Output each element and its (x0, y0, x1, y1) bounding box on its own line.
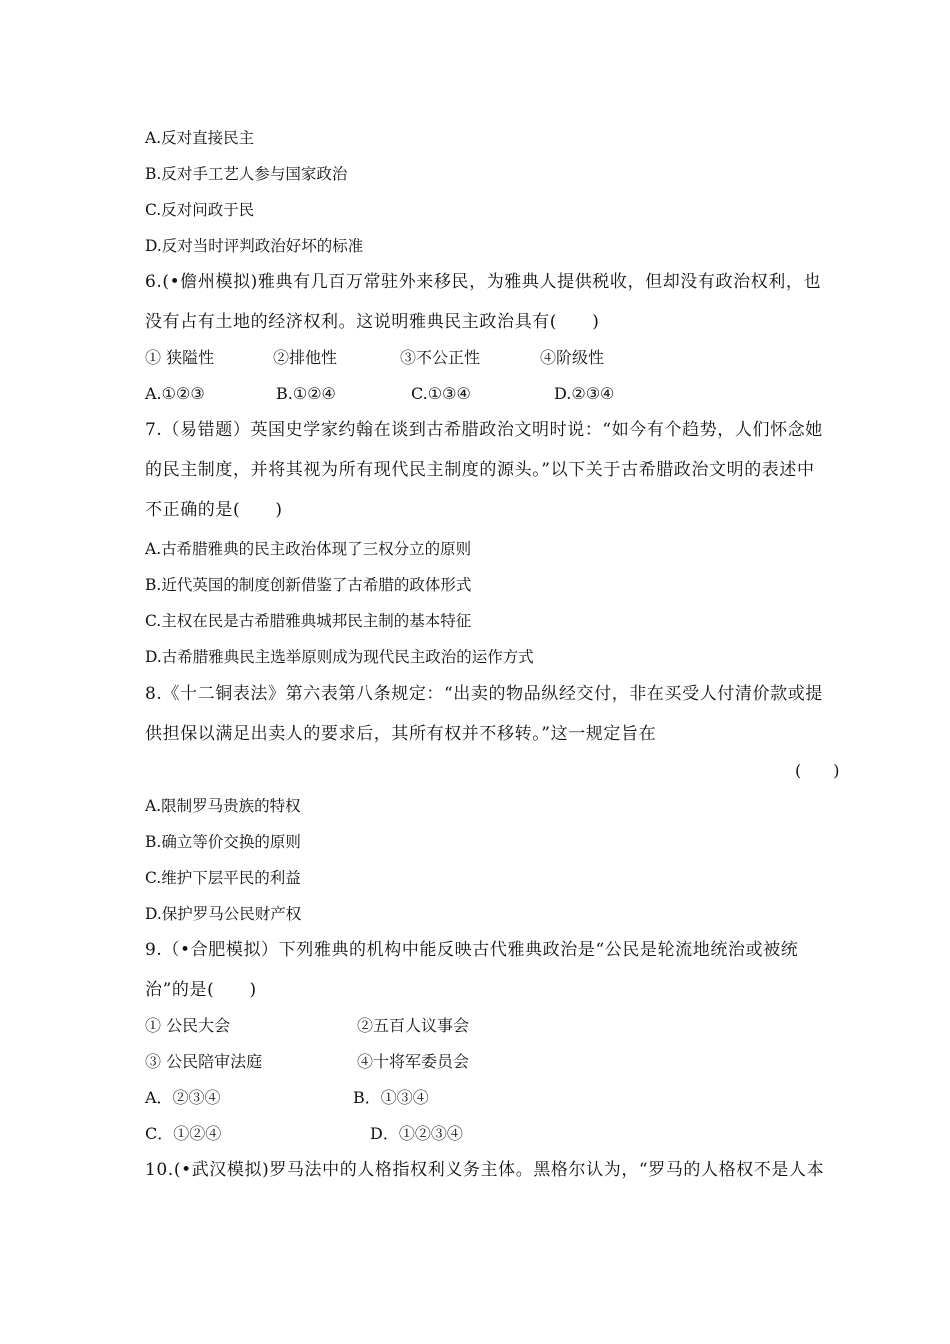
q6-item-3: ③不公正性 (400, 348, 481, 367)
q9-option-a: A．②③④ (145, 1088, 221, 1107)
q8-answer-paren: ( ) (795, 761, 840, 780)
q9-item-4: ④十将军委员会 (357, 1052, 470, 1071)
q7-option-c: C.主权在民是古希腊雅典城邦民主制的基本特征 (145, 612, 472, 630)
q10-stem-line1: 10.(•武汉模拟)罗马法中的人格指权利义务主体。黑格尔认为，“罗马的人格权不是人本 (145, 1160, 825, 1180)
q8-option-d: D.保护罗马公民财产权 (145, 905, 302, 923)
q8-option-c: C.维护下层平民的利益 (145, 869, 301, 887)
q9-item-3: ③ 公民陪审法庭 (145, 1052, 263, 1071)
q6-option-b: B.①②④ (276, 384, 336, 403)
q6-stem-line2: 没有占有土地的经济权利。这说明雅典民主政治具有( ) (145, 312, 600, 332)
q9-option-b: B．①③④ (353, 1088, 429, 1107)
q7-option-a: A.古希腊雅典的民主政治体现了三权分立的原则 (145, 540, 472, 558)
q6-item-4: ④阶级性 (540, 348, 605, 367)
q7-stem-line3: 不正确的是( ) (145, 500, 283, 520)
q6-option-c: C.①③④ (411, 384, 471, 403)
q7-stem-line1: 7.（易错题）英国史学家约翰在谈到古希腊政治文明时说：“如今有个趋势，人们怀念她 (145, 420, 823, 440)
q9-option-c: C．①②④ (145, 1124, 222, 1143)
q7-stem-line2: 的民主制度，并将其视为所有现代民主制度的源头。”以下关于古希腊政治文明的表述中 (145, 460, 815, 480)
q9-item-2: ②五百人议事会 (357, 1016, 470, 1035)
q6-option-a: A.①②③ (145, 384, 205, 403)
q9-stem-line1: 9.（•合肥模拟）下列雅典的机构中能反映古代雅典政治是“公民是轮流地统治或被统 (145, 940, 799, 960)
q7-option-d: D.古希腊雅典民主选举原则成为现代民主政治的运作方式 (145, 648, 534, 666)
q5-option-a: A.反对直接民主 (145, 129, 255, 147)
q9-stem-line2: 治”的是( ) (145, 980, 257, 1000)
q5-option-c: C.反对问政于民 (145, 201, 255, 219)
q6-item-2: ②排他性 (273, 348, 338, 367)
q8-stem-line1: 8.《十二铜表法》第六表第八条规定：“出卖的物品纵经交付，非在买受人付清价款或提 (145, 684, 823, 704)
q5-option-d: D.反对当时评判政治好坏的标准 (145, 237, 364, 255)
q8-stem-line2: 供担保以满足出卖人的要求后，其所有权并不移转。”这一规定旨在 (145, 724, 657, 744)
q6-item-1: ① 狭隘性 (145, 348, 215, 367)
q7-option-b: B.近代英国的制度创新借鉴了古希腊的政体形式 (145, 576, 472, 594)
q6-option-d: D.②③④ (554, 384, 615, 403)
q9-option-d: D．①②③④ (370, 1124, 463, 1143)
q9-item-1: ① 公民大会 (145, 1016, 231, 1035)
q5-option-b: B.反对手工艺人参与国家政治 (145, 165, 348, 183)
q8-option-a: A.限制罗马贵族的特权 (145, 797, 301, 815)
q6-stem-line1: 6.(•儋州模拟)雅典有几百万常驻外来移民，为雅典人提供税收，但却没有政治权利，也 (145, 272, 822, 292)
q8-option-b: B.确立等价交换的原则 (145, 833, 301, 851)
